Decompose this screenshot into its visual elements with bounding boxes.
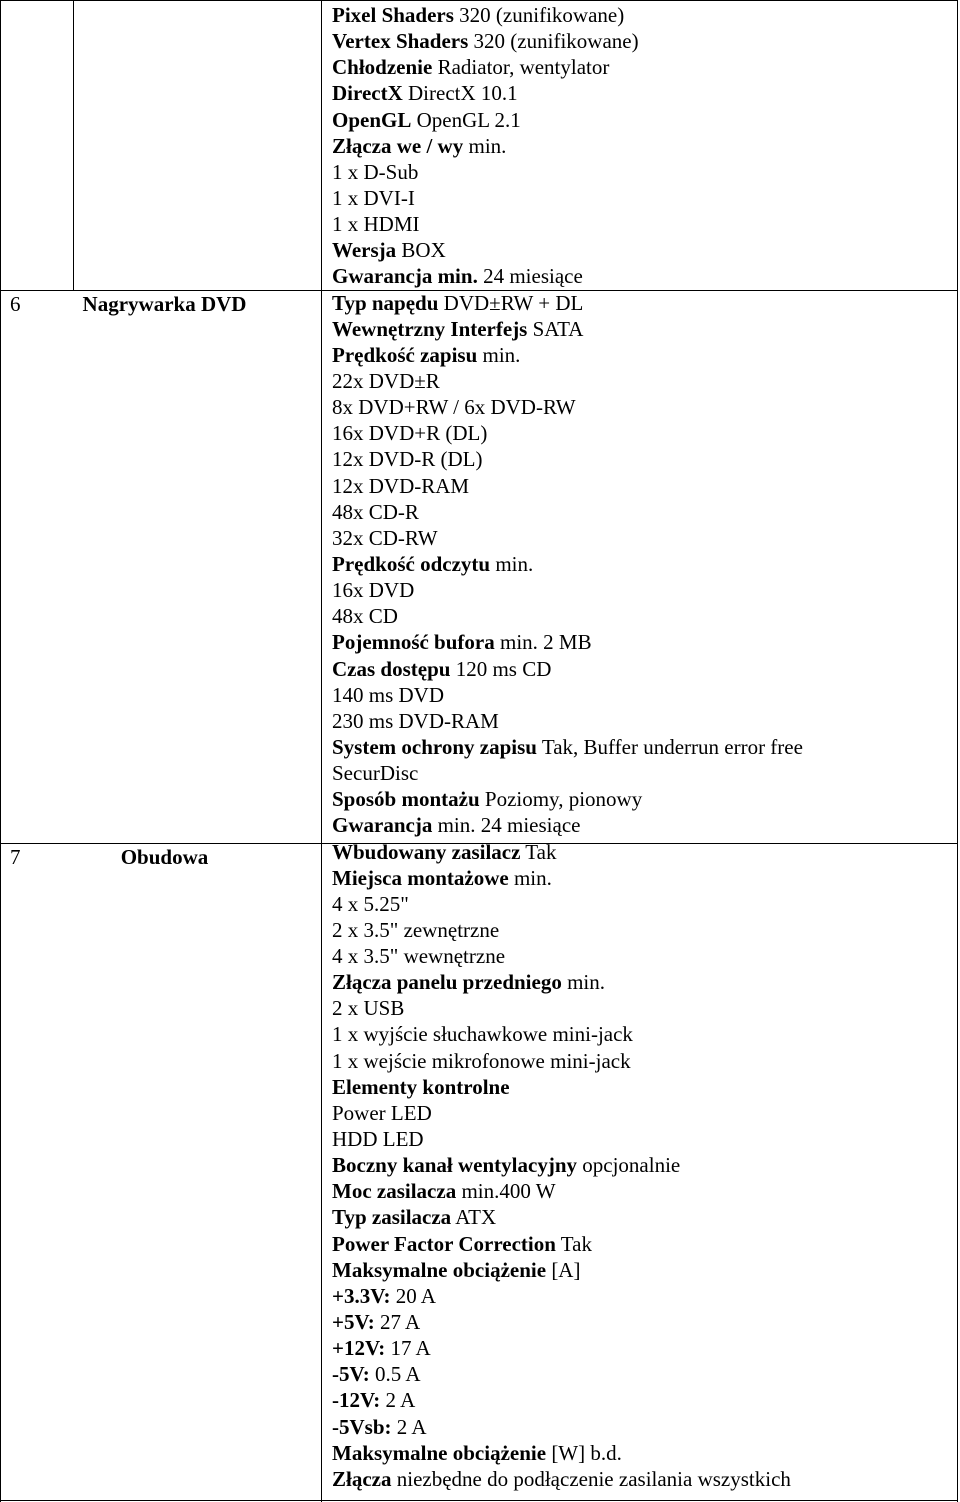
- spec-value: opcjonalnie: [577, 1153, 681, 1178]
- spec-value: 320 (zunifikowane): [453, 3, 625, 27]
- spec-value: [W] b.d.: [546, 1440, 622, 1465]
- spec-key: -12V:: [332, 1388, 381, 1413]
- spec-key: Wewnętrzny Interfejs: [332, 316, 528, 341]
- spec-line: [332, 263, 952, 289]
- spec-value: HDD LED: [332, 1127, 424, 1152]
- spec-value: 2 A: [391, 1414, 427, 1439]
- spec-value: 1 x D-Sub: [332, 159, 419, 184]
- spec-value: 1 x wyjście słuchawkowe mini-jack: [332, 1022, 633, 1047]
- spec-line: [332, 1283, 952, 1309]
- spec-key: Sposób montażu: [332, 787, 480, 812]
- spec-line: [332, 290, 952, 316]
- spec-value: 22x DVD±R: [332, 368, 440, 393]
- spec-line: [332, 1231, 952, 1257]
- spec-value: 17 A: [385, 1336, 431, 1361]
- spec-value: Power LED: [332, 1100, 432, 1125]
- spec-line: [332, 577, 952, 603]
- spec-value: Tak: [520, 839, 557, 864]
- spec-key: Gwarancja min.: [332, 264, 478, 289]
- spec-value: 12x DVD-RAM: [332, 473, 470, 498]
- spec-line: [332, 185, 952, 211]
- spec-value: OpenGL 2.1: [411, 107, 521, 132]
- spec-line: [332, 995, 952, 1021]
- spec-line: [332, 1387, 952, 1413]
- spec-line: [332, 1257, 952, 1283]
- spec-key: Power Factor Correction: [332, 1231, 556, 1256]
- spec-value: 24 miesiące: [477, 264, 583, 289]
- spec-value: 16x DVD+R (DL): [332, 421, 488, 446]
- spec-value: DVD±RW + DL: [438, 290, 584, 315]
- table-border-col1: [73, 0, 74, 290]
- spec-line: [332, 1178, 952, 1204]
- spec-key: Miejsca montażowe: [332, 865, 509, 890]
- spec-line: [332, 969, 952, 995]
- table-border-bottom: [0, 1500, 958, 1501]
- spec-line: [332, 1021, 952, 1047]
- spec-key: Boczny kanał wentylacyjny: [332, 1153, 578, 1178]
- spec-key: Złącza: [332, 1466, 392, 1491]
- spec-line: [332, 159, 952, 185]
- specification-column: [332, 2, 952, 1492]
- spec-value: min. 2 MB: [494, 630, 592, 655]
- spec-value: 16x DVD: [332, 578, 415, 603]
- spec-line: [332, 1440, 952, 1466]
- spec-key: Złącza panelu przedniego: [332, 970, 562, 995]
- spec-line: [332, 865, 952, 891]
- spec-line: [332, 1048, 952, 1074]
- spec-key: Czas dostępu: [332, 656, 451, 681]
- spec-value: min.400 W: [456, 1179, 556, 1204]
- spec-value: SATA: [527, 316, 584, 341]
- spec-line: [332, 342, 952, 368]
- spec-line: [332, 656, 952, 682]
- spec-value: 230 ms DVD-RAM: [332, 708, 499, 733]
- spec-line: [332, 839, 952, 865]
- spec-value: Radiator, wentylator: [432, 55, 610, 80]
- table-border-top: [0, 0, 958, 1]
- row-name: Nagrywarka DVD: [82, 292, 247, 316]
- spec-line: [332, 107, 952, 133]
- spec-line: [332, 1361, 952, 1387]
- spec-line: [332, 1152, 952, 1178]
- spec-key: Chłodzenie: [332, 55, 433, 80]
- spec-value: 48x CD-R: [332, 499, 419, 524]
- spec-line: [332, 420, 952, 446]
- spec-value: min.: [463, 133, 507, 158]
- spec-key: -5Vsb:: [332, 1414, 392, 1439]
- spec-line: [332, 891, 952, 917]
- spec-line: [332, 708, 952, 734]
- spec-value: ATX: [451, 1205, 497, 1230]
- spec-key: Wersja: [332, 238, 397, 263]
- spec-line: [332, 1126, 952, 1152]
- spec-value: min.: [561, 970, 606, 995]
- spec-key: OpenGL: [332, 107, 412, 132]
- spec-key: Moc zasilacza: [332, 1179, 457, 1204]
- spec-line: [332, 394, 952, 420]
- spec-key: Maksymalne obciążenie: [332, 1257, 547, 1282]
- spec-value: [A]: [546, 1257, 581, 1282]
- spec-value: DirectX 10.1: [402, 81, 518, 106]
- spec-key: Prędkość odczytu: [332, 551, 491, 576]
- spec-key: Pojemność bufora: [332, 630, 495, 655]
- spec-line: [332, 1414, 952, 1440]
- spec-key: Gwarancja: [332, 813, 433, 838]
- spec-value: 140 ms DVD: [332, 682, 445, 707]
- spec-line: [332, 525, 952, 551]
- spec-value: 48x CD: [332, 604, 398, 629]
- spec-line: [332, 28, 952, 54]
- spec-value: 1 x DVI-I: [332, 185, 415, 210]
- row-name: Obudowa: [120, 845, 209, 869]
- spec-value: Tak, Buffer underrun error free: [536, 734, 803, 759]
- table-border-right: [957, 0, 958, 1502]
- spec-value: 8x DVD+RW / 6x DVD-RW: [332, 395, 576, 420]
- spec-key: System ochrony zapisu: [332, 734, 537, 759]
- spec-value: min.: [490, 551, 534, 576]
- spec-value: 1 x HDMI: [332, 212, 420, 237]
- spec-line: [332, 629, 952, 655]
- spec-value: 320 (zunifikowane): [468, 29, 639, 54]
- row-number: 7: [10, 845, 21, 869]
- spec-value: 2 A: [380, 1388, 416, 1413]
- spec-value: 1 x wejście mikrofonowe mini-jack: [332, 1048, 631, 1073]
- spec-key: Wbudowany zasilacz: [332, 839, 521, 864]
- spec-value: 2 x 3.5" zewnętrzne: [332, 917, 500, 942]
- spec-line: [332, 1074, 952, 1100]
- spec-line: [332, 1100, 952, 1126]
- table-border-col2: [321, 0, 322, 1502]
- spec-value: 4 x 5.25": [332, 891, 409, 916]
- spec-line: [332, 2, 952, 28]
- spec-value: Tak: [555, 1231, 592, 1256]
- spec-key: Typ zasilacza: [332, 1205, 452, 1230]
- spec-value: 0.5 A: [369, 1362, 421, 1387]
- spec-line: [332, 812, 952, 838]
- spec-line: [332, 80, 952, 106]
- spec-value: min.: [508, 865, 552, 890]
- spec-line: [332, 734, 952, 760]
- table-border-left: [0, 0, 1, 1502]
- spec-key: +5V:: [332, 1310, 375, 1335]
- spec-line: [332, 368, 952, 394]
- spec-key: Typ napędu: [332, 290, 439, 315]
- spec-value: 4 x 3.5" wewnętrzne: [332, 944, 506, 969]
- spec-line: [332, 133, 952, 159]
- spec-line: [332, 943, 952, 969]
- spec-line: [332, 1335, 952, 1361]
- spec-value: 120 ms CD: [450, 656, 552, 681]
- spec-value: BOX: [396, 238, 446, 263]
- spec-line: [332, 786, 952, 812]
- spec-line: [332, 551, 952, 577]
- spec-line: [332, 211, 952, 237]
- spec-value: 2 x USB: [332, 996, 405, 1021]
- spec-key: Prędkość zapisu: [332, 342, 478, 367]
- spec-key: +12V:: [332, 1336, 386, 1361]
- spec-key: Złącza we / wy: [332, 133, 464, 158]
- spec-line: [332, 1309, 952, 1335]
- spec-line: [332, 760, 952, 786]
- spec-key: -5V:: [332, 1362, 370, 1387]
- spec-value: SecurDisc: [332, 761, 419, 786]
- spec-value: 20 A: [390, 1283, 436, 1308]
- spec-key: Pixel Shaders: [332, 3, 454, 27]
- spec-line: [332, 1466, 952, 1492]
- spec-value: niezbędne do podłączenie zasilania wszystkich: [391, 1466, 791, 1491]
- spec-key: Maksymalne obciążenie: [332, 1440, 547, 1465]
- spec-line: [332, 603, 952, 629]
- spec-key: +3.3V:: [332, 1283, 391, 1308]
- spec-value: min. 24 miesiące: [432, 813, 581, 838]
- spec-line: [332, 473, 952, 499]
- spec-line: [332, 682, 952, 708]
- spec-key: Vertex Shaders: [332, 29, 469, 54]
- spec-value: 32x CD-RW: [332, 525, 438, 550]
- spec-line: [332, 499, 952, 525]
- spec-key: Elementy kontrolne: [332, 1074, 510, 1099]
- row-number: 6: [10, 292, 21, 316]
- spec-line: [332, 237, 952, 263]
- spec-value: Poziomy, pionowy: [479, 787, 643, 812]
- spec-key: DirectX: [332, 81, 403, 106]
- spec-line: [332, 54, 952, 80]
- spec-value: 27 A: [374, 1310, 421, 1335]
- spec-value: min.: [477, 342, 521, 367]
- spec-line: [332, 917, 952, 943]
- spec-line: [332, 1204, 952, 1230]
- spec-line: [332, 316, 952, 342]
- spec-value: 12x DVD-R (DL): [332, 447, 483, 472]
- spec-line: [332, 446, 952, 472]
